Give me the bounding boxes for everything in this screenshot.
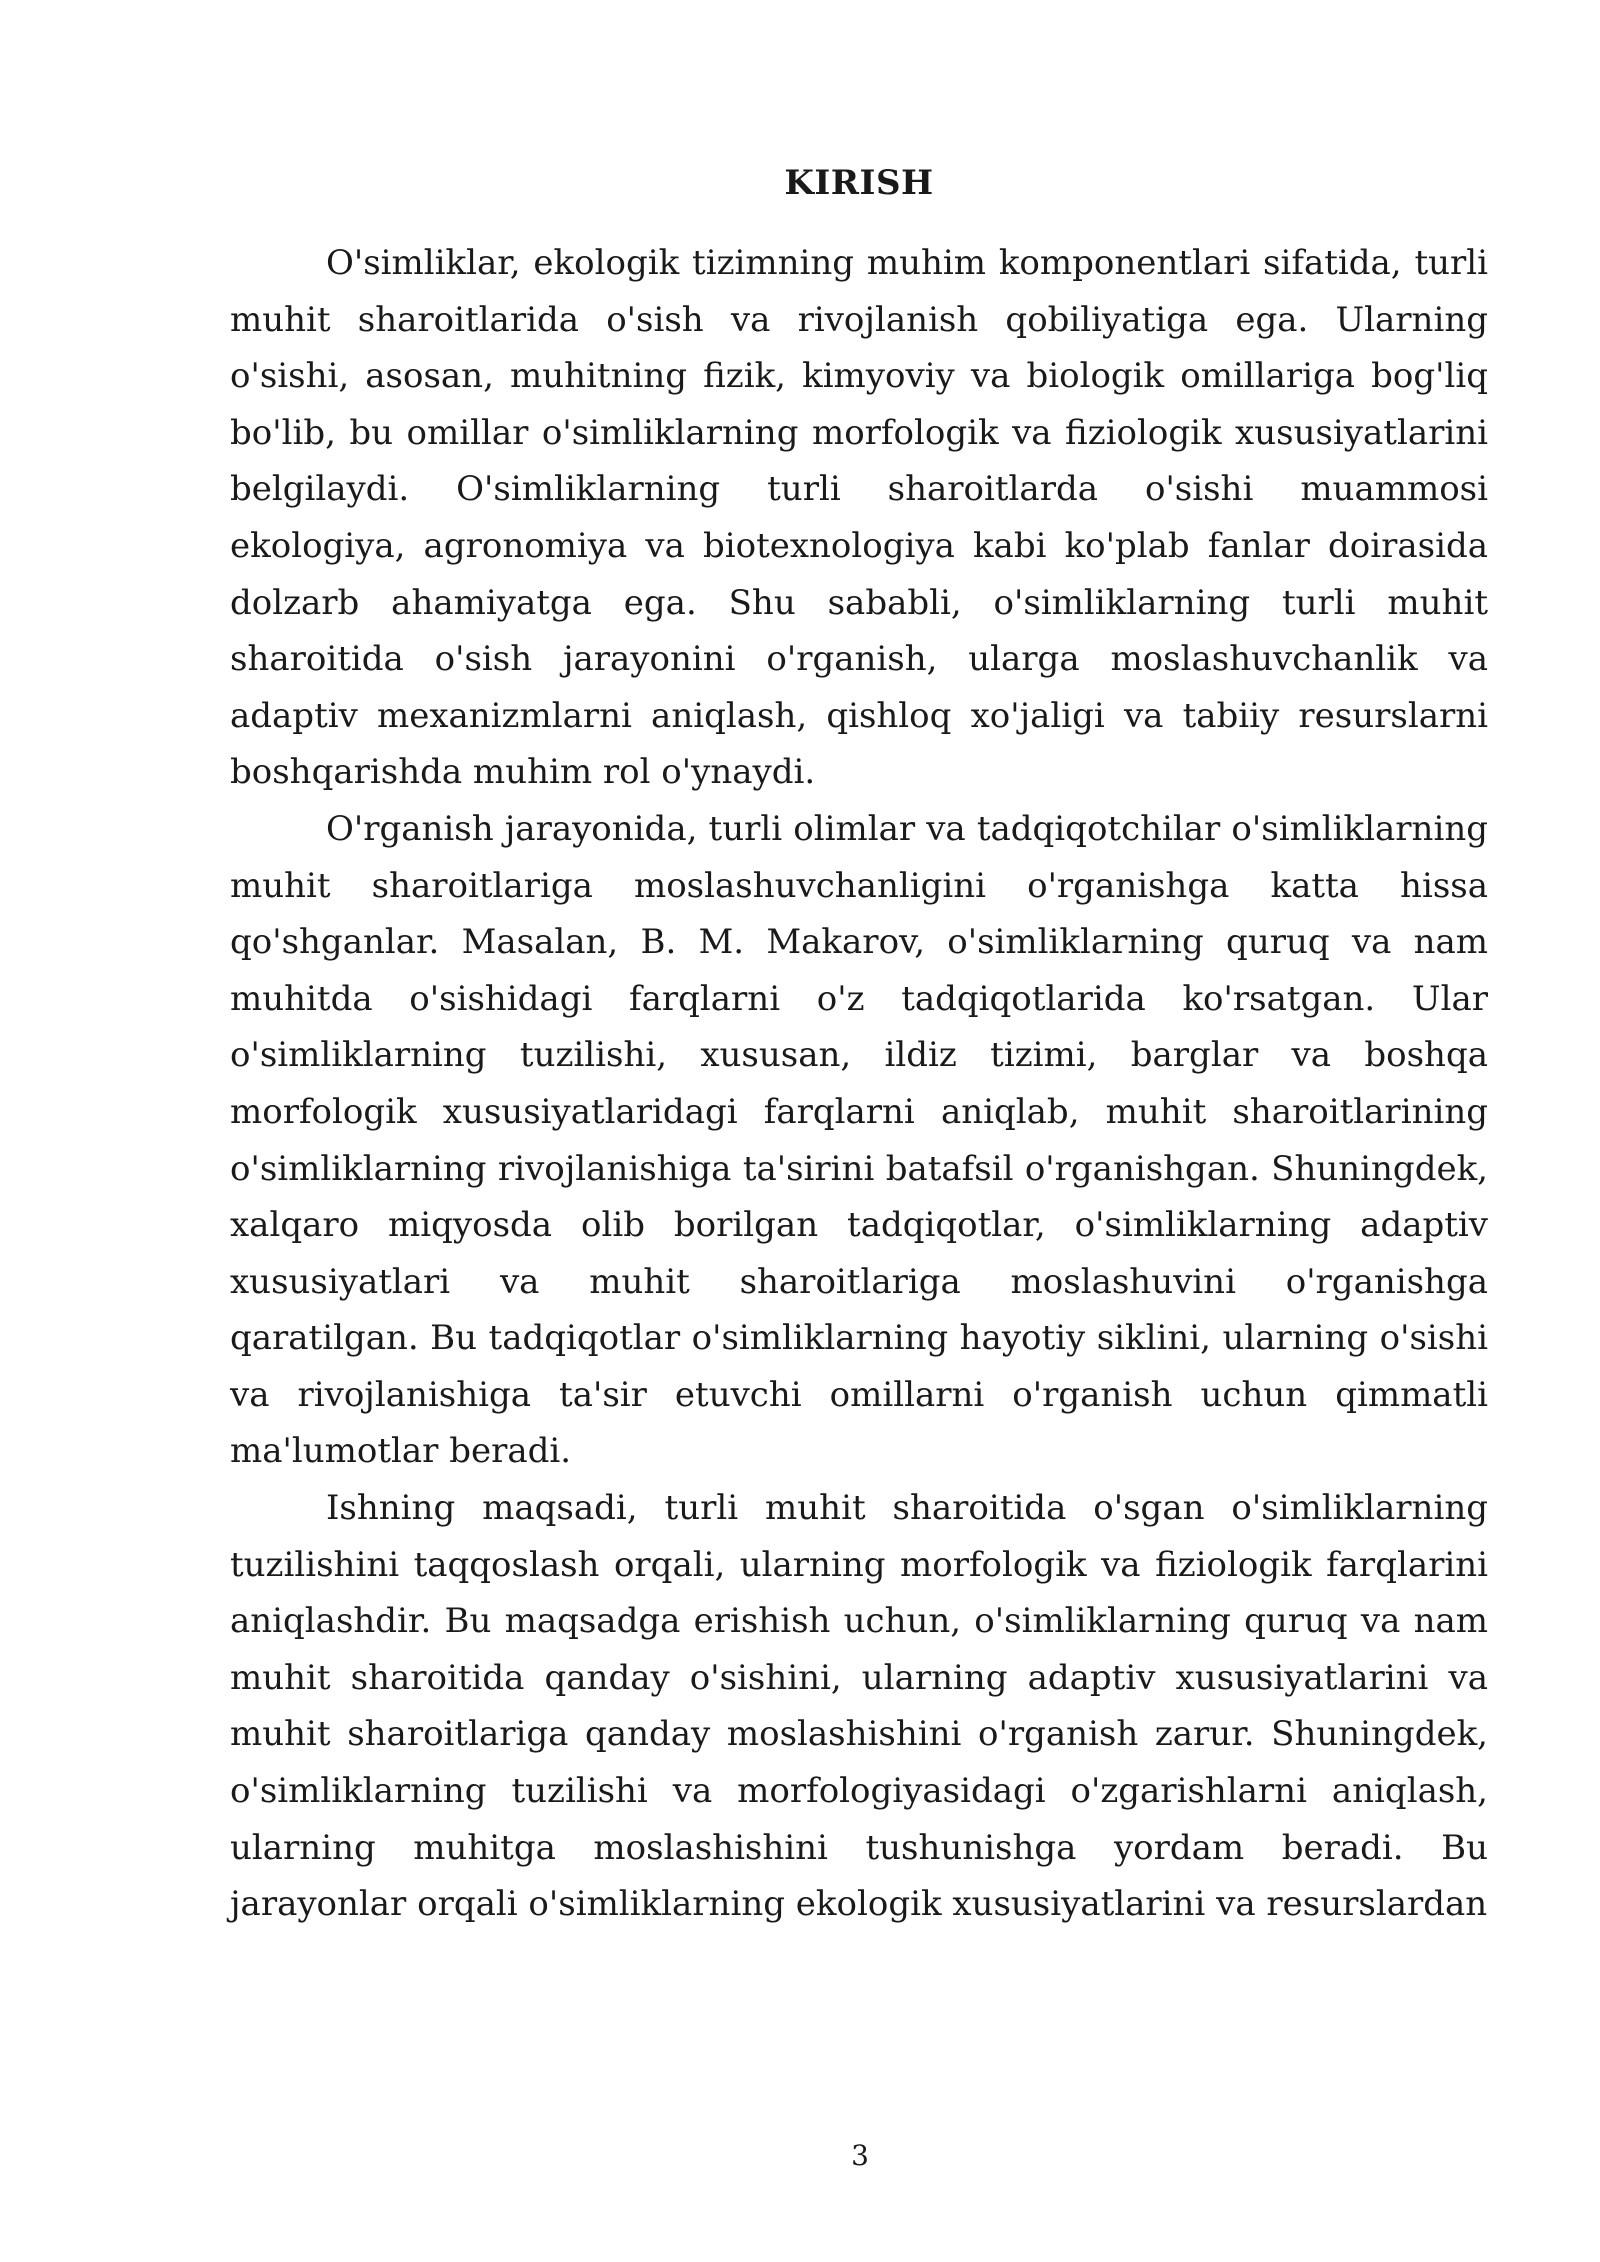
page-number: 3 [851,2139,869,2172]
paragraph-research-review: O'rganish jarayonida, turli olimlar va tadqiqotchilar o'simliklarning muhit sharoitlariga moslashuvchanligini o'rganishga katta hissa qo'shganlar. Masalan, B. M. Makarov, o'simliklarning quruq va nam muhitda o'sishidagi farqlarni o'z tadqiqotlarida ko'rsatgan. Ular o'simliklarning tuzilishi, xususan, ildiz tizimi, barglar va boshqa morfologik xususiyatlaridagi farqlarni aniqlab, muhit sharoitlarining o'simliklarning rivojlanishiga ta'sirini batafsil o'rganishgan. Shuningdek, xalqaro miqyosda olib borilgan tadqiqotlar, o'simliklarning adaptiv xususiyatlari va muhit sharoitlariga moslashuvini o'rganishga qaratilgan. Bu tadqiqotlar o'simliklarning hayotiy siklini, ularning o'sishi va rivojlanishiga ta'sir etuvchi omillarni o'rganish uchun qimmatli ma'lumotlar beradi. [230,808,1488,1472]
paragraph-intro: O'simliklar, ekologik tizimning muhim komponentlari sifatida, turli muhit sharoitlarida o'sish va rivojlanish qobiliyatiga ega. Ularning o'sishi, asosan, muhitning fizik, kimyoviy va biologik omillariga bog'liq bo'lib, bu omillar o'simliklarning morfologik va fiziologik xususiyatlarini belgilaydi. O'simliklarning turli sharoitlarda o'sishi muammosi ekologiya, agronomiya va biotexnologiya kabi ko'plab fanlar doirasida dolzarb ahamiyatga ega. Shu sababli, o'simliklarning turli muhit sharoitida o'sish jarayonini o'rganish, ularga moslashuvchanlik va adaptiv mexanizmlarni aniqlash, qishloq xo'jaligi va tabiiy resurslarni boshqarishda muhim rol o'ynaydi. [230,243,1488,793]
page-content [230,158,1488,1933]
paragraph-work-aim: Ishning maqsadi, turli muhit sharoitida o'sgan o'simliklarning tuzilishini taqqoslash orqali, ularning morfologik va fiziologik farqlarini aniqlashdir. Bu maqsadga erishish uchun, o'simliklarning quruq va nam muhit sharoitida qanday o'sishini, ularning adaptiv xususiyatlarini va muhit sharoitlariga qanday moslashishini o'rganish zarur. Shuningdek, o'simliklarning tuzilishi va morfologiyasidagi o'zgarishlarni aniqlash, ularning muhitga moslashishini tushunishga yordam beradi. Bu jarayonlar orqali o'simliklarning ekologik xususiyatlarini va resurslardan [230,1488,1488,1925]
page-title: KIRISH [784,163,934,203]
